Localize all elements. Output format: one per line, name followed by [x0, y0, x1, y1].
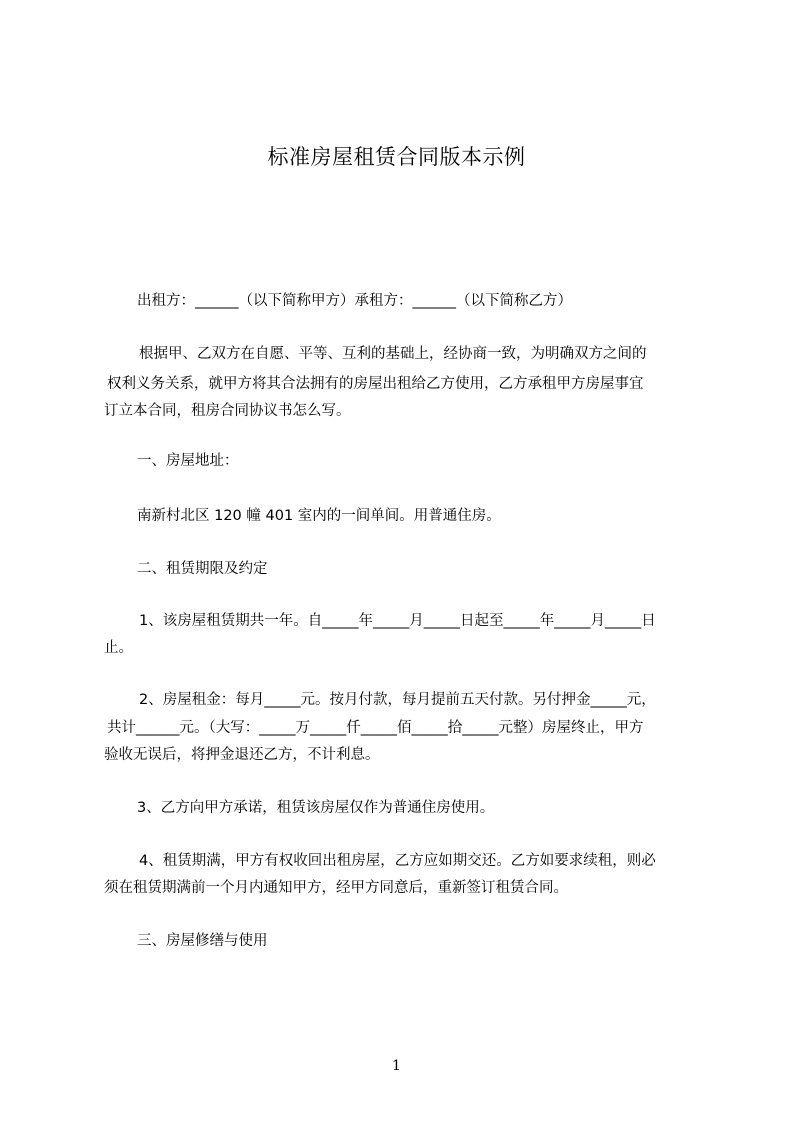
section-2-heading: 二、租赁期限及约定 — [137, 561, 268, 577]
page-number: 1 — [392, 1058, 401, 1074]
preamble-line-3: 订立本合同，租房合同协议书怎么写。 — [104, 403, 351, 419]
preamble-line-1: 根据甲、乙双方在自愿、平等、互利的基础上，经协商一致，为明确双方之间的 — [139, 346, 647, 362]
clause-4-line-1: 4、租赁期满，甲方有权收回出租房屋，乙方应如期交还。乙方如要求续租，则必 — [139, 853, 656, 869]
clause-2-line-2: 共计______元。（大写：_____万_____仟_____佰_____拾_____元整）房屋终止，甲方 — [107, 720, 644, 736]
clause-3-line: 3、乙方向甲方承诺，租赁该房屋仅作为普通住房使用。 — [137, 800, 495, 816]
clause-1-line-2: 止。 — [104, 640, 133, 656]
clause-2-line-3: 验收无误后，将押金退还乙方，不计利息。 — [104, 747, 380, 763]
clause-1-line-1: 1、该房屋租赁期共一年。自_____年_____月_____日起至_____年_____月_____日 — [139, 613, 656, 629]
section-1-heading: 一、房屋地址： — [137, 453, 239, 469]
clause-2-line-1: 2、房屋租金：每月_____元。按月付款，每月提前五天付款。另付押金_____元， — [139, 692, 656, 708]
parties-line: 出租方：______（以下简称甲方）承租方：______（以下简称乙方） — [137, 293, 572, 309]
address-line: 南新村北区 120 幢 401 室内的一间单间。用普通住房。 — [137, 508, 501, 524]
preamble-line-2: 权利义务关系，就甲方将其合法拥有的房屋出租给乙方使用，乙方承租甲方房屋事宜 — [107, 376, 644, 392]
clause-4-line-2: 须在租赁期满前一个月内通知甲方，经甲方同意后，重新签订租赁合同。 — [104, 880, 568, 896]
document-title: 标准房屋租赁合同版本示例 — [267, 145, 526, 169]
section-3-heading: 三、房屋修缮与使用 — [137, 933, 268, 949]
